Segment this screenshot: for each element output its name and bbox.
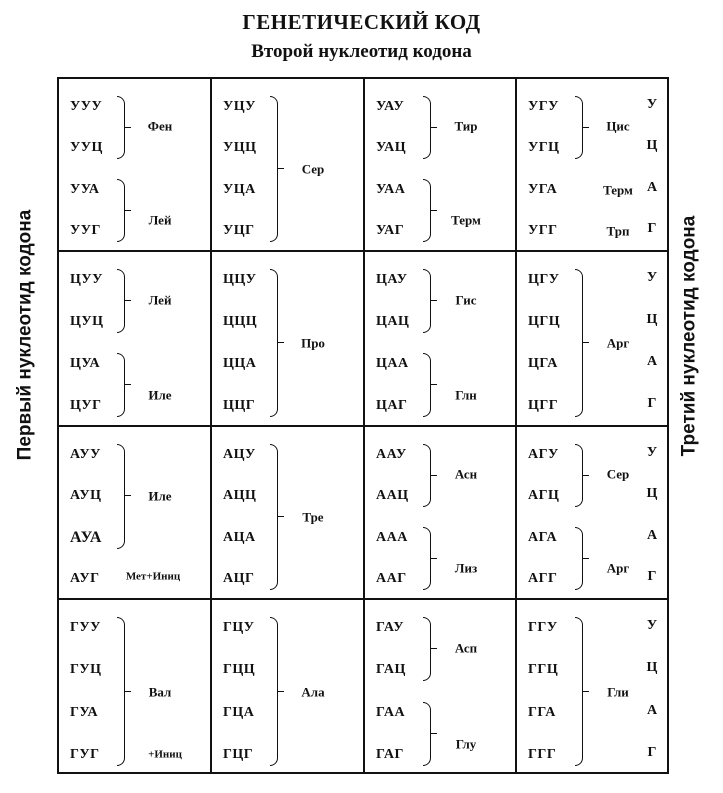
codon-group-bracket — [117, 179, 125, 243]
third-nucleotide-label: Ц — [646, 486, 658, 502]
codon-group-bracket — [423, 353, 431, 417]
amino-acid-label: Тре — [302, 509, 324, 525]
codon-group-bracket — [270, 444, 278, 591]
codon-label: ЦГГ — [528, 398, 559, 413]
codon-label: ЦЦУ — [223, 272, 257, 287]
codon-label: ЦГА — [528, 356, 558, 371]
amino-acid-label: Иле — [148, 387, 172, 403]
codon-group-bracket — [423, 527, 431, 591]
codon-label: УАУ — [376, 98, 405, 114]
codon-label: АУГ — [70, 571, 100, 587]
codon-group-bracket — [423, 269, 431, 333]
codon-label: УУУ — [70, 98, 103, 114]
amino-acid-label: Вал — [148, 684, 172, 700]
codon-label: ЦУУ — [70, 272, 103, 287]
codon-label: АЦГ — [223, 571, 255, 587]
codon-group-bracket — [117, 269, 125, 333]
third-nucleotide-label: У — [646, 96, 658, 112]
codon-label: ЦАА — [376, 356, 409, 371]
codon-group-bracket — [423, 179, 431, 243]
codon-group-bracket — [117, 353, 125, 417]
amino-acid-label: Глн — [455, 387, 477, 403]
codon-label: УЦЦ — [223, 140, 257, 156]
codon-label: УАА — [376, 181, 406, 197]
codon-label: ЦГЦ — [528, 314, 561, 329]
amino-acid-label: Асн — [454, 466, 478, 482]
codon-group-bracket — [423, 96, 431, 160]
amino-acid-label: Ала — [301, 684, 325, 700]
codon-label: ЦАУ — [376, 272, 408, 287]
second-nucleotide-header: Второй нуклеотид кодона — [251, 41, 472, 62]
codon-label: ААГ — [376, 571, 407, 587]
amino-acid-label: Арг — [606, 335, 630, 351]
codon-group-bracket — [575, 617, 583, 766]
codon-label: УЦА — [223, 181, 256, 197]
amino-acid-label: Цис — [606, 118, 630, 134]
codon-label: ГАУ — [376, 620, 405, 636]
third-nucleotide-label: А — [646, 527, 658, 543]
codon-label: АЦУ — [223, 446, 256, 462]
amino-acid-label: Терм — [451, 212, 481, 228]
diagram-title: ГЕНЕТИЧЕСКИЙ КОД — [242, 10, 481, 34]
third-nucleotide-label: У — [646, 618, 658, 634]
codon-label: ГЦГ — [223, 746, 254, 762]
amino-acid-label: Мет+Иниц — [125, 570, 181, 583]
amino-acid-label: Фен — [147, 118, 173, 134]
codon-label: УАГ — [376, 223, 405, 239]
codon-table — [57, 77, 669, 774]
codon-label: ГУУ — [70, 620, 101, 636]
codon-group-bracket — [575, 269, 583, 417]
codon-label: УУА — [70, 181, 100, 197]
codon-label: ЦЦЦ — [223, 314, 258, 329]
codon-label: ГЦЦ — [223, 662, 256, 678]
amino-acid-label: Сер — [606, 466, 630, 482]
codon-label: ГУЦ — [70, 662, 102, 678]
codon-label: ГУА — [70, 704, 99, 720]
amino-acid-label: Арг — [606, 560, 630, 576]
codon-label: ГГГ — [528, 746, 557, 762]
amino-acid-label: Иле — [148, 488, 172, 504]
codon-label: АГЦ — [528, 488, 560, 504]
codon-group-bracket — [117, 444, 125, 549]
codon-label: АУЦ — [70, 488, 102, 504]
codon-label: ААЦ — [376, 488, 409, 504]
codon-group-bracket — [270, 269, 278, 417]
third-nucleotide-label: А — [646, 179, 658, 195]
amino-acid-label: Лей — [148, 292, 172, 308]
codon-label: АГУ — [528, 446, 559, 462]
third-nucleotide-label: Г — [647, 396, 657, 411]
codon-label: УГЦ — [528, 140, 560, 156]
third-nucleotide-label: А — [646, 702, 658, 718]
amino-acid-label: Трп — [606, 223, 630, 239]
third-nucleotide-label: У — [646, 444, 658, 460]
codon-label: ААУ — [376, 446, 407, 462]
codon-label: ГЦА — [223, 704, 255, 720]
codon-label: ЦЦА — [223, 356, 257, 371]
amino-acid-label: Лиз — [454, 560, 478, 576]
amino-acid-label: Глу — [455, 736, 477, 752]
initiation-note: +Иниц — [148, 748, 182, 761]
codon-group-bracket — [575, 527, 583, 591]
third-nucleotide-axis-label: Третий нуклеотид кодона — [678, 215, 700, 457]
first-nucleotide-axis-label: Первый нуклеотид кодона — [14, 209, 36, 461]
third-nucleotide-label: Г — [647, 221, 657, 237]
codon-label: ГГА — [528, 704, 556, 720]
codon-label: УУГ — [70, 223, 101, 239]
codon-label: ЦАГ — [376, 398, 408, 413]
codon-label: ЦАЦ — [376, 314, 410, 329]
codon-label: ГГУ — [528, 620, 558, 636]
third-nucleotide-label: А — [646, 354, 658, 369]
codon-group-bracket — [423, 617, 431, 681]
grid-divider-vertical — [515, 79, 517, 772]
grid-divider-horizontal — [59, 598, 667, 600]
codon-label: АГГ — [528, 571, 558, 587]
codon-label: АГА — [528, 529, 558, 545]
codon-label: АЦЦ — [223, 488, 257, 504]
codon-label: АУА — [70, 528, 102, 546]
codon-label: ГГЦ — [528, 662, 559, 678]
codon-group-bracket — [423, 444, 431, 508]
codon-label: ААА — [376, 529, 408, 545]
third-nucleotide-label: У — [646, 270, 658, 285]
amino-acid-label: Тир — [454, 118, 478, 134]
codon-label: УЦУ — [223, 98, 256, 114]
amino-acid-label: Про — [301, 335, 325, 351]
codon-group-bracket — [117, 96, 125, 160]
codon-label: ЦУА — [70, 356, 101, 371]
codon-label: ЦЦГ — [223, 398, 256, 413]
codon-group-bracket — [270, 617, 278, 766]
third-nucleotide-label: Ц — [646, 660, 658, 676]
codon-label: УГГ — [528, 223, 558, 239]
codon-label: ГАЦ — [376, 662, 406, 678]
codon-label: УАЦ — [376, 140, 407, 156]
third-nucleotide-label: Г — [647, 744, 657, 760]
codon-group-bracket — [423, 702, 431, 766]
codon-label: УГУ — [528, 98, 559, 114]
codon-label: ГАГ — [376, 746, 404, 762]
codon-label: ГАА — [376, 704, 406, 720]
codon-label: ЦГУ — [528, 272, 560, 287]
amino-acid-label: Асп — [454, 640, 478, 656]
codon-group-bracket — [117, 617, 125, 766]
codon-group-bracket — [575, 96, 583, 160]
codon-label: УЦГ — [223, 223, 255, 239]
amino-acid-label: Гли — [607, 684, 629, 700]
third-nucleotide-label: Ц — [646, 312, 658, 327]
codon-label: УГА — [528, 181, 558, 197]
codon-label: АЦА — [223, 529, 256, 545]
codon-label: ЦУЦ — [70, 314, 104, 329]
amino-acid-label: Гис — [455, 292, 477, 308]
amino-acid-label: Лей — [148, 212, 172, 228]
third-nucleotide-label: Г — [647, 569, 657, 585]
codon-label: УУЦ — [70, 140, 103, 156]
codon-label: ГЦУ — [223, 620, 255, 636]
codon-label: АУУ — [70, 446, 101, 462]
grid-divider-horizontal — [59, 425, 667, 427]
codon-label: ГУГ — [70, 746, 100, 762]
codon-group-bracket — [575, 444, 583, 508]
amino-acid-label: Терм — [603, 182, 633, 198]
codon-label: ЦУГ — [70, 398, 102, 413]
codon-group-bracket — [270, 96, 278, 243]
third-nucleotide-label: Ц — [646, 138, 658, 154]
amino-acid-label: Сер — [301, 161, 325, 177]
